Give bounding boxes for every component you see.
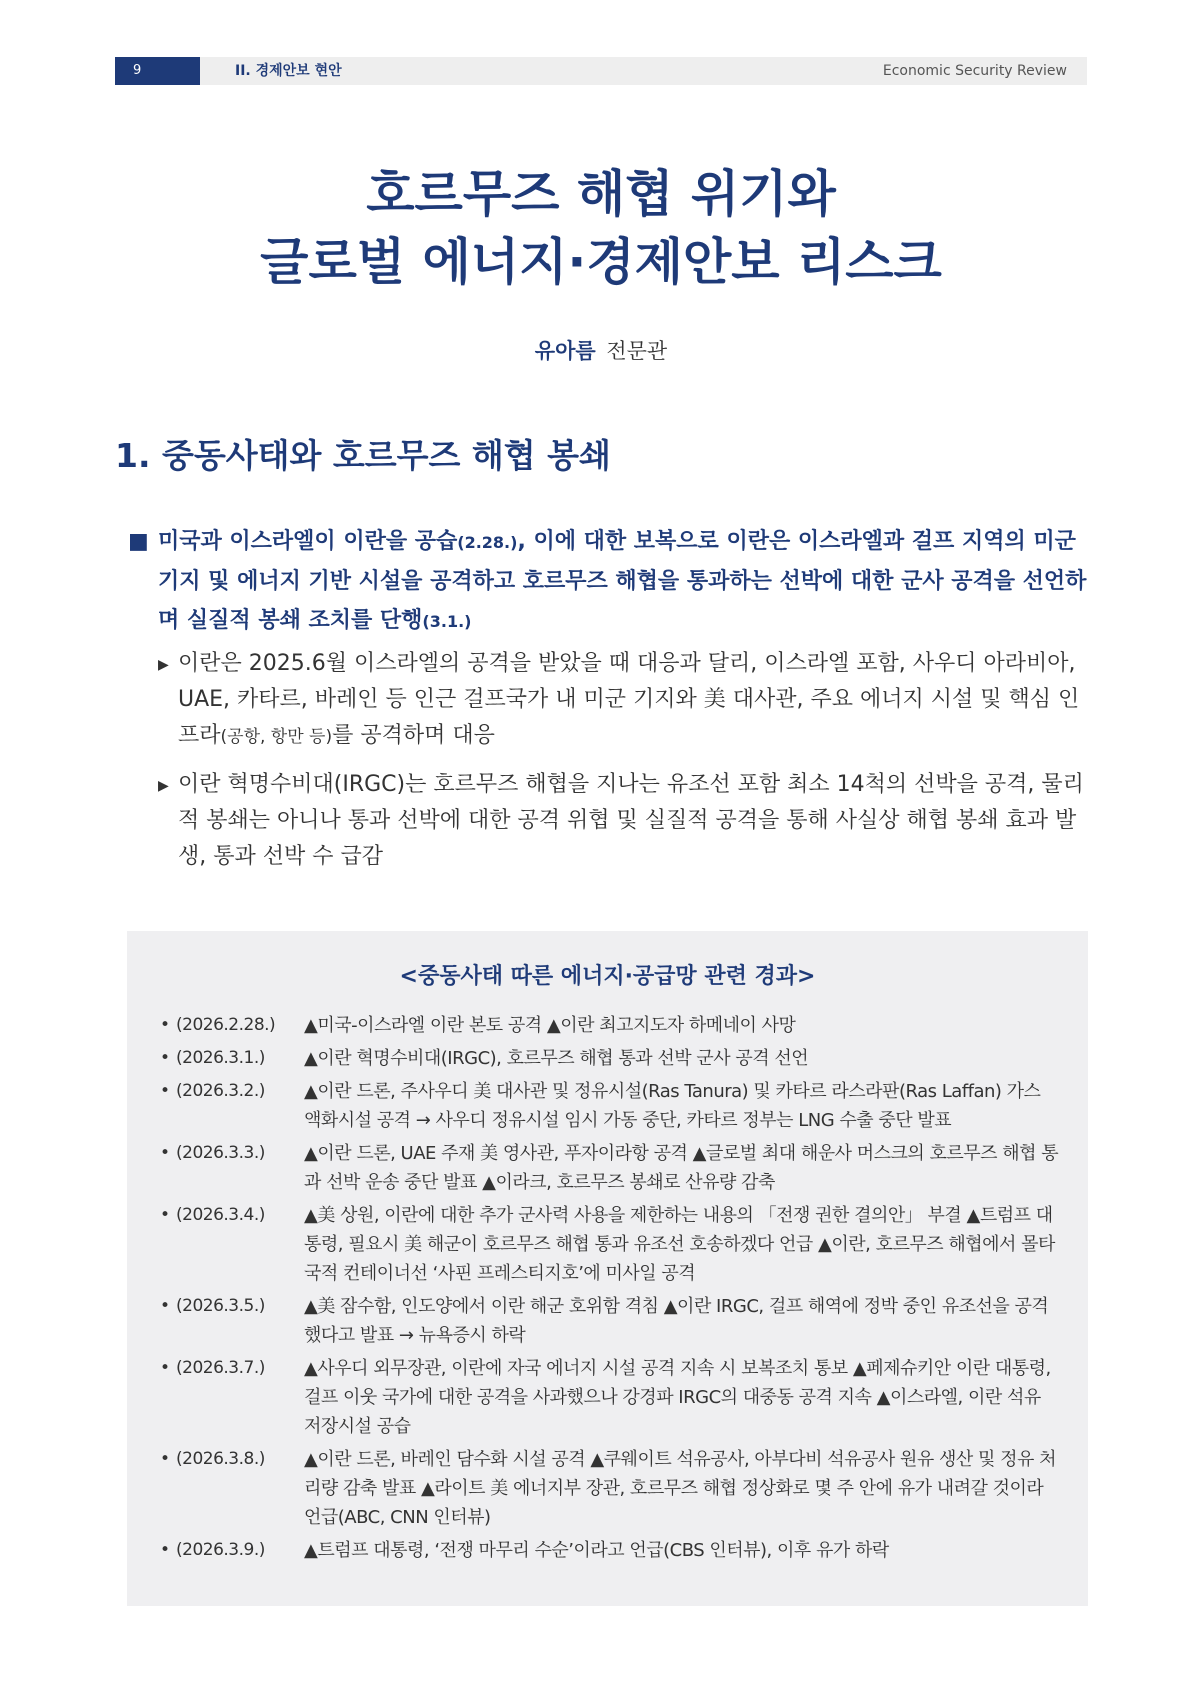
square-bullet-icon: ■	[128, 529, 149, 554]
timeline-date: (2026.3.4.)	[176, 1205, 265, 1225]
timeline-item	[160, 1445, 1060, 1532]
sub-bullet-1	[158, 646, 1088, 755]
main-bullet-text	[128, 522, 1088, 641]
timeline-text: ▲트럼프 대통령, ‘전쟁 마무리 수순’이라고 언급(CBS 인터뷰), 이후 유가 하락	[304, 1540, 889, 1561]
author-line	[115, 335, 1087, 365]
timeline-text: ▲이란 드론, 주사우디 美 대사관 및 정유시설(Ras Tanura) 및 카타르 라스라판(Ras Laffan) 가스 액화시설 공격 → 사우디 정유시설 임시 가동 중단, 카타르 정부는 LNG 수출 중단 발표	[304, 1081, 1041, 1131]
main-bullet-part2: , 이에 대한 보복으로 이란은 이스라엘과 걸프 지역의 미군 기지 및 에너지 기반 시설을 공격하고 호르무즈 해협을 통과하는 선박에 대한 군사 공격을 선언하며 실질적 봉쇄 조치를 단행	[158, 529, 1087, 633]
timeline-box	[127, 931, 1088, 1606]
page-header	[115, 57, 1087, 85]
dot-bullet-icon: •	[160, 1449, 170, 1469]
timeline-date: (2026.3.1.)	[176, 1048, 265, 1068]
timeline-text: ▲이란 혁명수비대(IRGC), 호르무즈 해협 통과 선박 군사 공격 선언	[304, 1048, 809, 1069]
sub-bullet-2	[158, 767, 1088, 875]
section-heading: 1. 중동사태와 호르무즈 해협 봉쇄	[115, 436, 611, 475]
timeline-item	[160, 1011, 1060, 1040]
timeline-item	[160, 1201, 1060, 1288]
dot-bullet-icon: •	[160, 1081, 170, 1101]
dot-bullet-icon: •	[160, 1358, 170, 1378]
dot-bullet-icon: •	[160, 1205, 170, 1225]
dot-bullet-icon: •	[160, 1048, 170, 1068]
timeline-title: <중동사태 따른 에너지·공급망 관련 경과>	[399, 964, 816, 989]
timeline-item	[160, 1044, 1060, 1073]
sub-bullet-1-part1: 이란은 2025.6월 이스라엘의 공격을 받았을 때 대응과 달리, 이스라엘 포함, 사우디 아라비아, UAE, 카타르, 바레인 등 인근 걸프국가 내 미군 기지와 美 대사관, 주요 에너지 시설 및 핵심 인프라	[178, 651, 1080, 748]
sub-bullet-2-text: 이란 혁명수비대(IRGC)는 호르무즈 해협을 지나는 유조선 포함 최소 14척의 선박을 공격, 물리적 봉쇄는 아니나 통과 선박에 대한 공격 위협 및 실질적 공격을 통해 사실상 해협 봉쇄 효과 발생, 통과 선박 수 급감	[178, 772, 1084, 869]
main-bullet-point	[128, 522, 1088, 641]
page-title	[115, 160, 1087, 296]
main-bullet-part1: 미국과 이스라엘이 이란을 공습	[158, 529, 458, 554]
timeline-date: (2026.3.3.)	[176, 1143, 265, 1163]
timeline-text: ▲美 잠수함, 인도양에서 이란 해군 호위함 격침 ▲이란 IRGC, 걸프 해역에 정박 중인 유조선을 공격했다고 발표 → 뉴욕증시 하락	[304, 1296, 1049, 1346]
main-bullet-date2: (3.1.)	[422, 612, 472, 631]
timeline-item	[160, 1077, 1060, 1135]
timeline-item	[160, 1536, 1060, 1565]
timeline-date: (2026.3.5.)	[176, 1296, 265, 1316]
author-role: 전문관	[606, 339, 668, 363]
timeline-item	[160, 1354, 1060, 1441]
sub-bullet-1-text	[158, 646, 1088, 755]
timeline-date: (2026.3.7.)	[176, 1358, 265, 1378]
dot-bullet-icon: •	[160, 1296, 170, 1316]
timeline-item	[160, 1139, 1060, 1197]
journal-name: Economic Security Review	[882, 63, 1067, 79]
dot-bullet-icon: •	[160, 1143, 170, 1163]
timeline-text: ▲미국-이스라엘 이란 본토 공격 ▲이란 최고지도자 하메네이 사망	[304, 1015, 796, 1036]
main-bullet-date1: (2.28.)	[457, 533, 518, 552]
timeline-text: ▲이란 드론, 바레인 담수화 시설 공격 ▲쿠웨이트 석유공사, 아부다비 석유공사 원유 생산 및 정유 처리량 감축 발표 ▲라이트 美 에너지부 장관, 호르무즈 해협 정상화로 몇 주 안에 유가 내려갈 것이라 언급(ABC, CNN 인터뷰)	[304, 1449, 1056, 1528]
page-number: 9	[115, 57, 200, 85]
timeline-list	[160, 1011, 1060, 1569]
sub-bullet-1-note: (공항, 항만 등)	[220, 727, 333, 747]
title-line-1: 호르무즈 해협 위기와	[366, 165, 836, 223]
dot-bullet-icon: •	[160, 1540, 170, 1560]
timeline-text: ▲이란 드론, UAE 주재 美 영사관, 푸자이라항 공격 ▲글로벌 최대 해운사 머스크의 호르무즈 해협 통과 선박 운송 중단 발표 ▲이라크, 호르무즈 봉쇄로 산유량 감축	[304, 1143, 1059, 1193]
section-label: II. 경제안보 현안	[235, 63, 342, 79]
triangle-bullet-icon: ▶	[158, 657, 169, 673]
timeline-date: (2026.3.8.)	[176, 1449, 265, 1469]
triangle-bullet-icon: ▶	[158, 778, 169, 794]
timeline-text: ▲사우디 외무장관, 이란에 자국 에너지 시설 공격 지속 시 보복조치 통보 ▲페제슈키안 이란 대통령, 걸프 이웃 국가에 대한 공격을 사과했으나 강경파 IRGC의 대중동 공격 지속 ▲이스라엘, 이란 석유 저장시설 공습	[304, 1358, 1051, 1437]
timeline-text: ▲美 상원, 이란에 대한 추가 군사력 사용을 제한하는 내용의 「전쟁 권한 결의안」 부결 ▲트럼프 대통령, 필요시 美 해군이 호르무즈 해협 통과 유조선 호송하겠다 언급 ▲이란, 호르무즈 해협에서 몰타 국적 컨테이너선 ‘사핀 프레스티지호’에 미사일 공격	[304, 1205, 1055, 1284]
timeline-date: (2026.2.28.)	[176, 1015, 276, 1035]
author-name: 유아름	[534, 339, 596, 363]
timeline-date: (2026.3.9.)	[176, 1540, 265, 1560]
dot-bullet-icon: •	[160, 1015, 170, 1035]
timeline-item	[160, 1292, 1060, 1350]
sub-bullet-1-part2: 를 공격하며 대응	[332, 723, 495, 748]
title-line-2: 글로벌 에너지·경제안보 리스크	[260, 233, 942, 291]
timeline-date: (2026.3.2.)	[176, 1081, 265, 1101]
